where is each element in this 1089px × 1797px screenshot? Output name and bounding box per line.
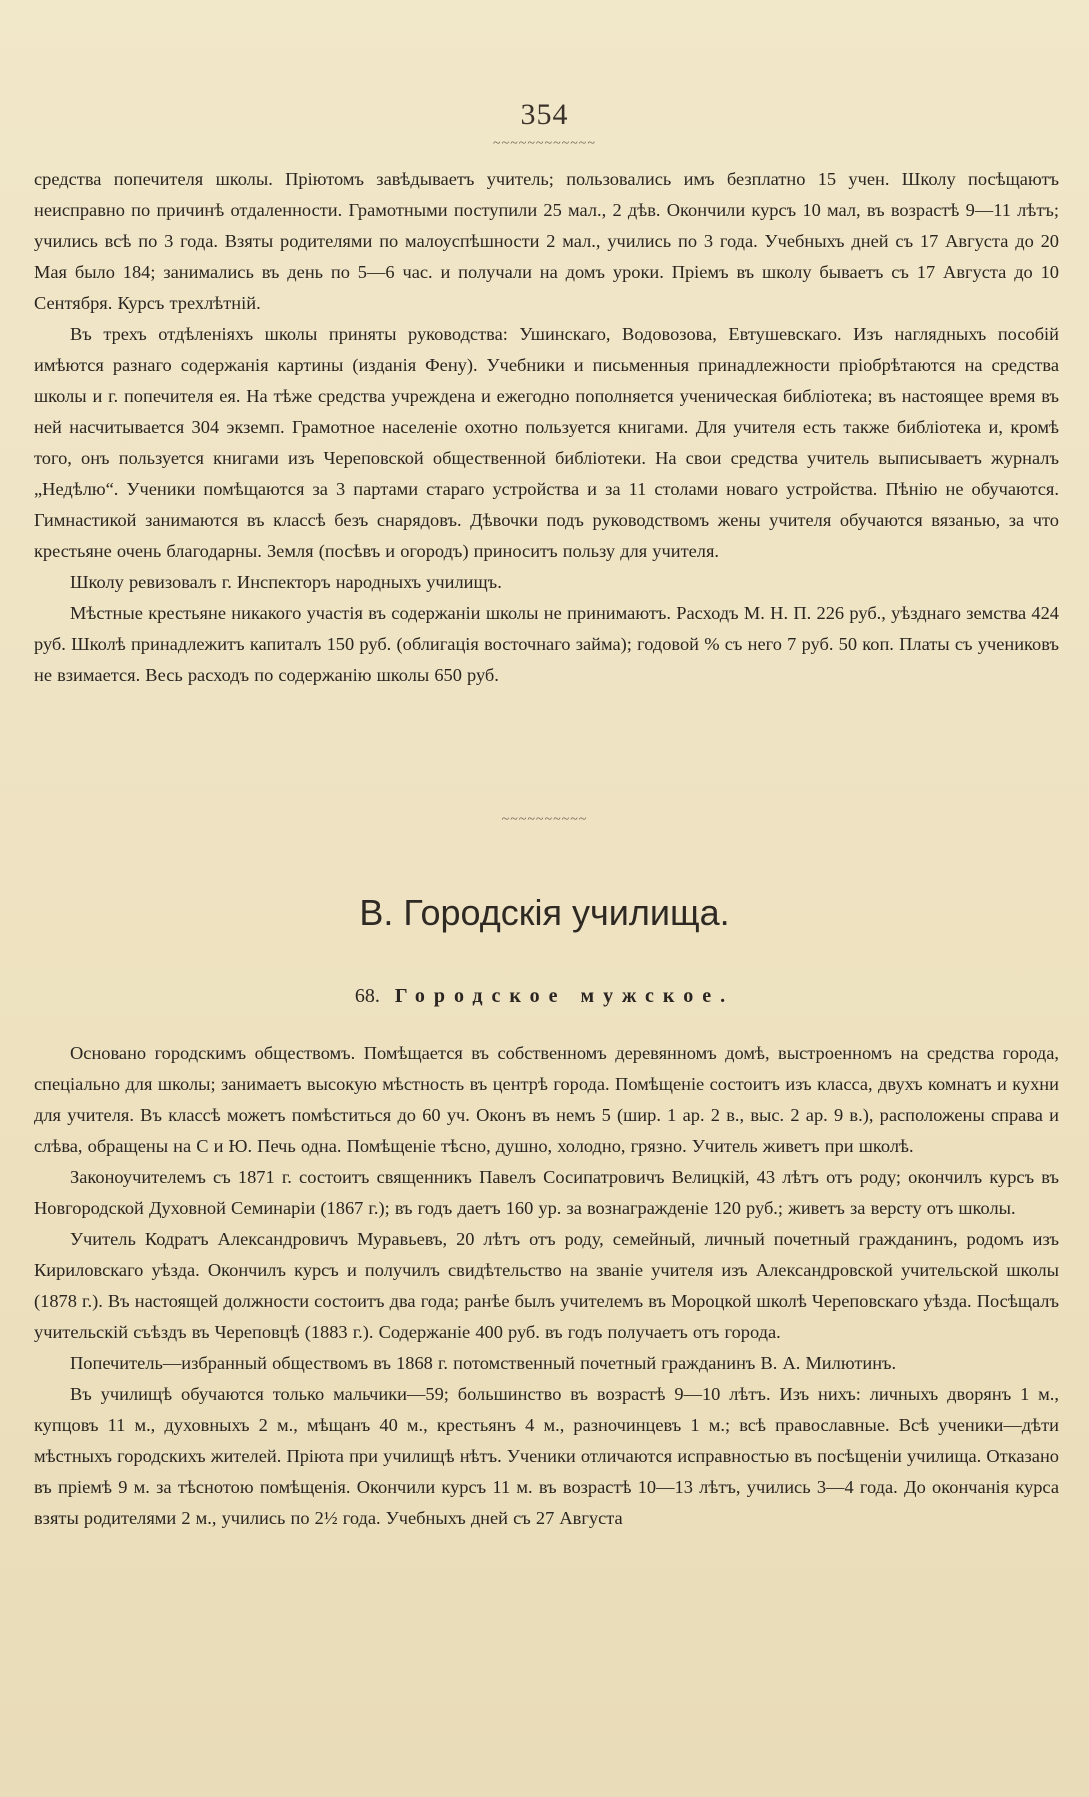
bottom-text-block [34,1038,1059,1534]
paragraph-law-teacher: Законоучителемъ съ 1871 г. состоитъ священникъ Павелъ Сосипатровичъ Велицкій, 43 лѣтъ отъ роду; окончилъ курсъ въ Новгородской Духовной Семинаріи (1867 г.); въ годъ даетъ 160 ур. за вознагражденіе 120 руб.; живетъ за версту отъ школы. [34,1167,1059,1218]
page-number: 354 [520,98,569,131]
paragraph-textbooks: Въ трехъ отдѣленіяхъ школы приняты руководства: Ушинскаго, Водовозова, Евтушевскаго. Изъ наглядныхъ пособій имѣются разнаго содержанія картины (изданія Фену). Учебники и письменныя принадлежности пріобрѣтаются на средства школы и г. попечителя ея. На тѣже средства учреждена и ежегодно пополняется ученическая библіотека; въ настоящее время въ ней насчитывается 304 экземп. Грамотное населеніе охотно пользуется книгами. Для учителя есть также библіотека и, кромѣ того, онъ пользуется книгами изъ Череповской общественной библіотеки. На свои средства учитель выписываетъ журналъ „Недѣлю“. Ученики помѣщаются за 3 партами стараго устройства и за 11 столами новаго устройства. Пѣнію не обучаются. Гимнастикой занимаются въ классѣ безъ снарядовъ. Дѣвочки подъ руководствомъ жены учителя обучаются вязанью, за что крестьяне очень благодарны. Земля (посѣвъ и огородъ) приноситъ пользу для учителя. [34,324,1059,561]
middle-ornament-rule: ~~~~~~~~~~ [501,812,588,827]
subsection-title: Городское мужское. [394,985,735,1007]
paragraph-pupils: Въ училищѣ обучаются только мальчики—59; большинство въ возрастѣ 9—10 лѣтъ. Изъ нихъ: личныхъ дворянъ 1 м., купцовъ 11 м., духовныхъ 2 м., мѣщанъ 40 м., крестьянъ 4 м., разночинцевъ 1 м.; всѣ православные. Всѣ ученики—дѣти мѣстныхъ городскихъ жителей. Пріюта при училищѣ нѣтъ. Ученики отличаются исправностью въ посѣщеніи училища. Отказано въ пріемѣ 9 м. за тѣснотою помѣщенія. Окончили курсъ 11 м. въ возрастѣ 10—13 лѣтъ, учились 3—4 года. До окончанія курса взяты родителями 2 м., учились по 2½ года. Учебныхъ дней съ 27 Августа [34,1384,1059,1528]
subsection-number: 68. [354,985,380,1007]
paragraph-teacher: Учитель Кодратъ Александровичъ Муравьевъ, 20 лѣтъ отъ роду, семейный, личный почетный гражданинъ, родомъ изъ Кириловскаго уѣзда. Окончилъ курсъ и получилъ свидѣтельство на званіе учителя изъ Александровской учительской школы (1878 г.). Въ настоящей должности состоитъ два года; ранѣе былъ учителемъ въ Мороцкой школѣ Череповскаго уѣзда. Посѣщалъ учительскій съѣздъ въ Череповцѣ (1883 г.). Содержаніе 400 руб. въ годъ получаетъ отъ города. [34,1229,1059,1342]
paragraph-continuation: средства попечителя школы. Пріютомъ завѣдываетъ учитель; пользовались имъ безплатно 15 учен. Школу посѣщаютъ неисправно по причинѣ отдаленности. Грамотными поступили 25 мал., 2 дѣв. Окончили курсъ 10 мал, въ возрастѣ 9—11 лѣтъ; учились всѣ по 3 года. Взяты родителями по малоуспѣшности 2 мал., учились по 3 года. Учебныхъ дней съ 17 Августа до 20 Мая было 184; занимались въ день по 5—6 час. и получали на домъ уроки. Пріемъ въ школу бываетъ съ 17 Августа до 10 Сентября. Курсъ трехлѣтній. [34,169,1059,313]
paragraph-expenses: Мѣстные крестьяне никакого участія въ содержаніи школы не принимаютъ. Расходъ М. Н. П. 226 руб., уѣзднаго земства 424 руб. Школѣ принадлежитъ капиталъ 150 руб. (облигація восточнаго займа); годовой % съ него 7 руб. 50 коп. Платы съ учениковъ не взимается. Весь расходъ по содержанію школы 650 руб. [34,603,1059,685]
top-text-block [34,164,1059,691]
subsection-heading [0,985,1089,1008]
paragraph-inspection: Школу ревизовалъ г. Инспекторъ народныхъ училищъ. [70,572,502,592]
paragraph-trustee: Попечитель—избранный обществомъ въ 1868 г. потомственный почетный гражданинъ В. А. Милютинъ. [70,1353,897,1373]
section-heading: В. Городскія училища. [359,892,730,933]
paragraph-building: Основано городскимъ обществомъ. Помѣщается въ собственномъ деревянномъ домѣ, выстроенномъ на средства города, спеціально для школы; занимаетъ высокую мѣстность въ центрѣ города. Помѣщеніе состоитъ изъ класса, двухъ комнатъ и кухни для учителя. Въ классѣ можетъ помѣститься до 60 уч. Оконъ въ немъ 5 (шир. 1 ар. 2 в., выс. 2 ар. 9 в.), расположены справа и слѣва, обращены на С и Ю. Печь одна. Помѣщеніе тѣсно, душно, холодно, грязно. Учитель живетъ при школѣ. [34,1043,1059,1156]
top-ornament-rule: ~~~~~~~~~~~~ [493,136,596,151]
